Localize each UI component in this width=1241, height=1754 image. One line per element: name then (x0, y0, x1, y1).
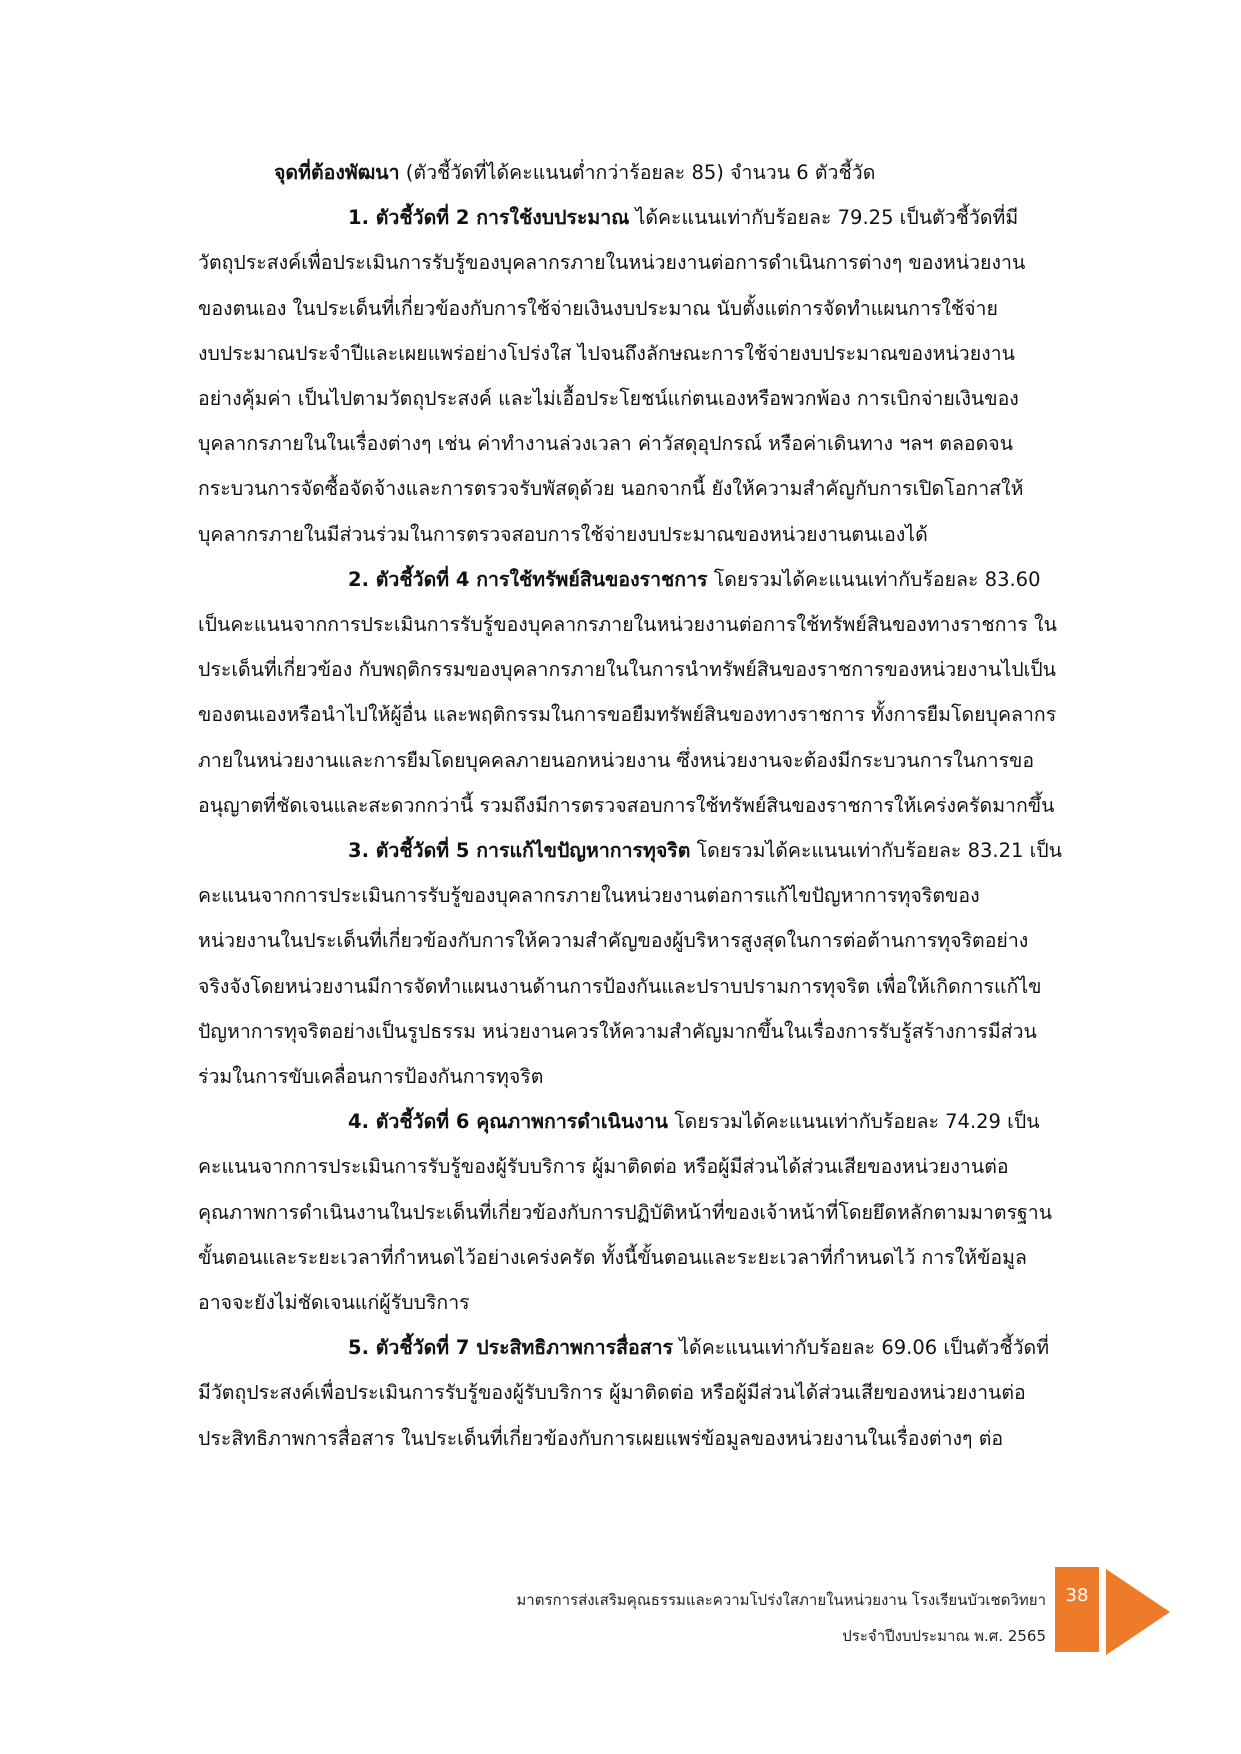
item-line: ของตนเอง ในประเด็นที่เกี่ยวข้องกับการใช้จ่ายเงินงบประมาณ นับตั้งแต่การจัดทำแผนการใช้จ่าย (198, 296, 998, 320)
footer-fiscal-year: ประจำปีงบประมาณ พ.ศ. 2565 (842, 1627, 1046, 1645)
page-number: 38 (1055, 1567, 1099, 1652)
item-line: ร่วมในการขับเคลื่อนการป้องกันการทุจริต (198, 1065, 544, 1089)
item-2 (198, 557, 1098, 828)
item-heading-line (198, 828, 1098, 873)
item-heading-line (198, 1099, 1098, 1144)
footer-title: มาตรการส่งเสริมคุณธรรมและความโปร่งใสภายในหน่วยงาน โรงเรียนบัวเชดวิทยา (516, 1591, 1046, 1609)
item-heading: 5. ตัวชี้วัดที่ 7 ประสิทธิภาพการสื่อสาร (348, 1336, 674, 1360)
item-line: ปัญหาการทุจริตอย่างเป็นรูปธรรม หน่วยงานควรให้ความสำคัญมากขึ้นในเรื่องการรับรู้สร้างการมีส่วน (198, 1019, 1037, 1043)
item-line: กระบวนการจัดซื้อจัดจ้างและการตรวจรับพัสดุด้วย นอกจากนี้ ยังให้ความสำคัญกับการเปิดโอกาสให้ (198, 477, 1024, 501)
item-line: บุคลากรภายในมีส่วนร่วมในการตรวจสอบการใช้จ่ายงบประมาณของหน่วยงานตนเองได้ (198, 522, 928, 546)
item-heading-line (198, 1325, 1098, 1370)
item-line: คะแนนจากการประเมินการรับรู้ของบุคลากรภายในหน่วยงานต่อการแก้ไขปัญหาการทุจริตของ (198, 884, 980, 908)
item-line: อาจจะยังไม่ชัดเจนแก่ผู้รับบริการ (198, 1291, 470, 1315)
item-heading-line (198, 195, 1098, 240)
intro-text: (ตัวชี้วัดที่ได้คะแนนต่ำกว่าร้อยละ 85) จำนวน 6 ตัวชี้วัด (399, 161, 876, 184)
item-heading: 1. ตัวชี้วัดที่ 2 การใช้งบประมาณ (348, 206, 630, 230)
item-line: บุคลากรภายในในเรื่องต่างๆ เช่น ค่าทำงานล่วงเวลา ค่าวัสดุอุปกรณ์ หรือค่าเดินทาง ฯลฯ ตลอดจน (198, 432, 1014, 456)
item-line: วัตถุประสงค์เพื่อประเมินการรับรู้ของบุคลากรภายในหน่วยงานต่อการดำเนินการต่างๆ ของหน่วยงาน (198, 251, 1026, 275)
item-line: ประเด็นที่เกี่ยวข้อง กับพฤติกรรมของบุคลากรภายในในการนำทรัพย์สินของราชการของหน่วยงานไปเป็น (198, 658, 1056, 682)
item-line: หน่วยงานในประเด็นที่เกี่ยวข้องกับการให้ความสำคัญของผู้บริหารสูงสุดในการต่อต้านการทุจริตอย่าง (198, 929, 1029, 953)
item-line: งบประมาณประจำปีและเผยแพร่อย่างโปร่งใส ไปจนถึงลักษณะการใช้จ่ายงบประมาณของหน่วยงาน (198, 341, 1015, 365)
item-4 (198, 1099, 1098, 1325)
item-5 (198, 1325, 1098, 1461)
item-line: ประสิทธิภาพการสื่อสาร ในประเด็นที่เกี่ยวข้องกับการเผยแพร่ข้อมูลของหน่วยงานในเรื่องต่างๆ ต่อ (198, 1426, 1004, 1450)
item-line: ของตนเองหรือนำไปให้ผู้อื่น และพฤติกรรมในการขอยืมทรัพย์สินของทางราชการ ทั้งการยืมโดยบุคลากร (198, 703, 1057, 727)
item-line: คุณภาพการดำเนินงานในประเด็นที่เกี่ยวข้องกับการปฏิบัติหน้าที่ของเจ้าหน้าที่โดยยึดหลักตามมาตรฐาน (198, 1200, 1053, 1224)
item-line: ขั้นตอนและระยะเวลาที่กำหนดไว้อย่างเคร่งครัด ทั้งนี้ขั้นตอนและระยะเวลาที่กำหนดไว้ การให้ข้อมูล (198, 1245, 1027, 1269)
item-line: จริงจังโดยหน่วยงานมีการจัดทำแผนงานด้านการป้องกันและปราบปรามการทุจริต เพื่อให้เกิดการแก้ไข (198, 974, 1042, 998)
item-line: อนุญาตที่ชัดเจนและสะดวกกว่านี้ รวมถึงมีการตรวจสอบการใช้ทรัพย์สินของราชการให้เคร่งครัดมากขึ้น (198, 793, 1055, 817)
item-line: ภายในหน่วยงานและการยืมโดยบุคคลภายนอกหน่วยงาน ซึ่งหน่วยงานจะต้องมีกระบวนการในการขอ (198, 748, 1035, 772)
item-line: เป็นคะแนนจากการประเมินการรับรู้ของบุคลากรภายในหน่วยงานต่อการใช้ทรัพย์สินของทางราชการ ใน (198, 613, 1057, 637)
item-text: โดยรวมได้คะแนนเท่ากับร้อยละ 74.29 เป็น (668, 1110, 1040, 1134)
item-text: โดยรวมได้คะแนนเท่ากับร้อยละ 83.60 (707, 567, 1041, 591)
document-body (198, 150, 1098, 1461)
item-line: คะแนนจากการประเมินการรับรู้ของผู้รับบริการ ผู้มาติดต่อ หรือผู้มีส่วนได้ส่วนเสียของหน่วยงานต่อ (198, 1155, 1009, 1179)
item-1 (198, 195, 1098, 557)
item-text: ได้คะแนนเท่ากับร้อยละ 69.06 เป็นตัวชี้วัดที่ (673, 1336, 1050, 1360)
page-arrow-icon (1106, 1569, 1170, 1655)
item-3 (198, 828, 1098, 1099)
page-footer (516, 1582, 1046, 1654)
item-heading: 4. ตัวชี้วัดที่ 6 คุณภาพการดำเนินงาน (348, 1110, 668, 1134)
item-heading: 2. ตัวชี้วัดที่ 4 การใช้ทรัพย์สินของราชการ (348, 567, 708, 591)
intro-paragraph (198, 150, 1098, 195)
item-heading: 3. ตัวชี้วัดที่ 5 การแก้ไขปัญหาการทุจริต (348, 839, 691, 863)
item-text: โดยรวมได้คะแนนเท่ากับร้อยละ 83.21 เป็น (690, 839, 1062, 863)
item-text: ได้คะแนนเท่ากับร้อยละ 79.25 เป็นตัวชี้วัดที่มี (629, 206, 1019, 230)
item-line: มีวัตถุประสงค์เพื่อประเมินการรับรู้ของผู้รับบริการ ผู้มาติดต่อ หรือผู้มีส่วนได้ส่วนเสียของหน่วยงานต่อ (198, 1381, 1026, 1405)
item-heading-line (198, 557, 1098, 602)
item-line: อย่างคุ้มค่า เป็นไปตามวัตถุประสงค์ และไม่เอื้อประโยชน์แก่ตนเองหรือพวกพ้อง การเบิกจ่ายเงินของ (198, 387, 1019, 411)
intro-heading: จุดที่ต้องพัฒนา (274, 161, 400, 184)
